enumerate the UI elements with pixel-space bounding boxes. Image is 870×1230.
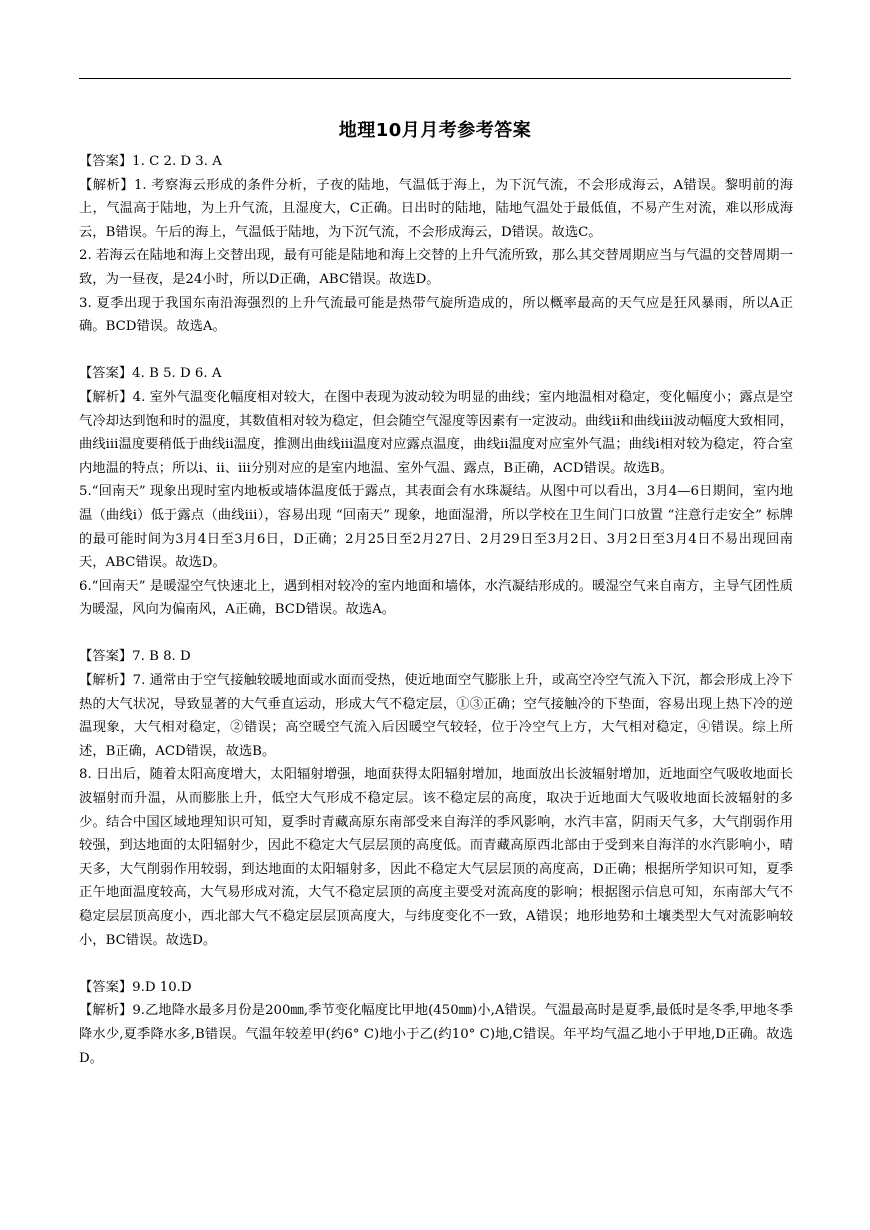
answer-group-3 bbox=[79, 645, 793, 952]
analysis-paragraph: 【解析】4. 室外气温变化幅度相对较大，在图中表现为波动较为明显的曲线；室内地温相对稳定，变化幅度小；露点是空气冷却达到饱和时的温度，其数值相对较为稳定，但会随空气湿度等因素有一定波动。曲线ⅱ和曲线ⅲ波动幅度大致相同，曲线ⅲ温度要稍低于曲线ⅱ温度，推测出曲线ⅲ温度对应露点温度，曲线ⅱ温度对应室外气温；曲线ⅰ相对较为稳定，符合室内地温的特点；所以ⅰ、ⅱ、ⅲ分别对应的是室内地温、室外气温、露点，B正确，ACD错误。故选B。 bbox=[79, 389, 793, 476]
analysis-paragraph: 6.“回南天” 是暖湿空气快速北上，遇到相对较冷的室内地面和墙体，水汽凝结形成的。暖湿空气来自南方，主导气团性质为暖湿，风向为偏南风，A正确，BCD错误。故选A。 bbox=[79, 578, 793, 618]
header-rule bbox=[79, 78, 791, 79]
answer-content bbox=[79, 150, 793, 1094]
analysis-paragraph: 【解析】9.乙地降水最多月份是200㎜,季节变化幅度比甲地(450㎜)小,A错误。气温最高时是夏季,最低时是冬季,甲地冬季降水少,夏季降水多,B错误。气温年较差甲(约6° C)地小于乙(约10° C)地,C错误。年平均气温乙地小于甲地,D正确。故选D。 bbox=[79, 1003, 793, 1066]
analysis-paragraph: 3. 夏季出现于我国东南沿海强烈的上升气流最可能是热带气旋所造成的，所以概率最高的天气应是狂风暴雨，所以A正确。BCD错误。故选A。 bbox=[79, 295, 793, 335]
analysis-paragraph: 5.“回南天” 现象出现时室内地板或墙体温度低于露点，其表面会有水珠凝结。从图中可以看出，3月4—6日期间，室内地温（曲线ⅰ）低于露点（曲线ⅲ），容易出现 “回南天” 现象，地面湿滑，所以学校在卫生间门口放置 “注意行走安全” 标牌的最可能时间为3月4日至3月6日，D正确；2月25日至2月27日、2月29日至3月2日、3月2日至3月4日不易出现回南天，ABC错误。故选D。 bbox=[79, 484, 793, 571]
answer-line: 【答案】7. B 8. D bbox=[79, 649, 191, 665]
analysis-paragraph: 8. 日出后，随着太阳高度增大，太阳辐射增强，地面获得太阳辐射增加，地面放出长波辐射增加，近地面空气吸收地面长波辐射而升温，从而膨胀上升，低空大气形成不稳定层。该不稳定层的高度，取决于近地面大气吸收地面长波辐射的多少。结合中国区域地理知识可知，夏季时青藏高原东南部受来自海洋的季风影响，水汽丰富，阴雨天气多，大气削弱作用较强，到达地面的太阳辐射少，因此不稳定大气层层顶的高度低。而青藏高原西北部由于受到来自海洋的水汽影响小，晴天多，大气削弱作用较弱，到达地面的太阳辐射多，因此不稳定大气层层顶的高度高，D正确；根据所学知识可知，夏季正午地面温度较高，大气易形成对流，大气不稳定层顶的高度主要受对流高度的影响；根据图示信息可知，东南部大气不稳定层层顶高度小，西北部大气不稳定层层顶高度大，与纬度变化不一致，A错误；地形地势和土壤类型大气对流影响较小，BC错误。故选D。 bbox=[79, 767, 793, 948]
answer-group-2 bbox=[79, 362, 793, 622]
answer-line: 【答案】4. B 5. D 6. A bbox=[79, 366, 222, 382]
answer-line: 【答案】1. C 2. D 3. A bbox=[79, 154, 222, 169]
answer-group-1 bbox=[79, 150, 793, 339]
answer-group-4 bbox=[79, 976, 793, 1070]
analysis-paragraph: 【解析】1. 考察海云形成的条件分析，子夜的陆地，气温低于海上，为下沉气流，不会形成海云，A错误。黎明前的海上，气温高于陆地，为上升气流，且湿度大，C正确。日出时的陆地，陆地气温处于最低值，不易产生对流，难以形成海云，B错误。午后的海上，气温低于陆地，为下沉气流，不会形成海云，D错误。故选C。 bbox=[79, 177, 793, 240]
document-title: 地理10月月考参考答案 bbox=[338, 120, 532, 141]
analysis-paragraph: 【解析】7. 通常由于空气接触较暖地面或水面而受热，使近地面空气膨胀上升，或高空冷空气流入下沉，都会形成上冷下热的大气状况，导致显著的大气垂直运动，形成大气不稳定层，①③正确；空气接触冷的下垫面，容易出现上热下冷的逆温现象，大气相对稳定，②错误；高空暖空气流入后因暖空气较轻，位于冷空气上方，大气相对稳定，④错误。综上所述，B正确，ACD错误，故选B。 bbox=[79, 673, 793, 759]
analysis-paragraph: 2. 若海云在陆地和海上交替出现，最有可能是陆地和海上交替的上升气流所致，那么其交替周期应当与气温的交替周期一致，为一昼夜，是24小时，所以D正确，ABC错误。故选D。 bbox=[79, 248, 793, 287]
answer-line: 【答案】9.D 10.D bbox=[79, 979, 192, 995]
